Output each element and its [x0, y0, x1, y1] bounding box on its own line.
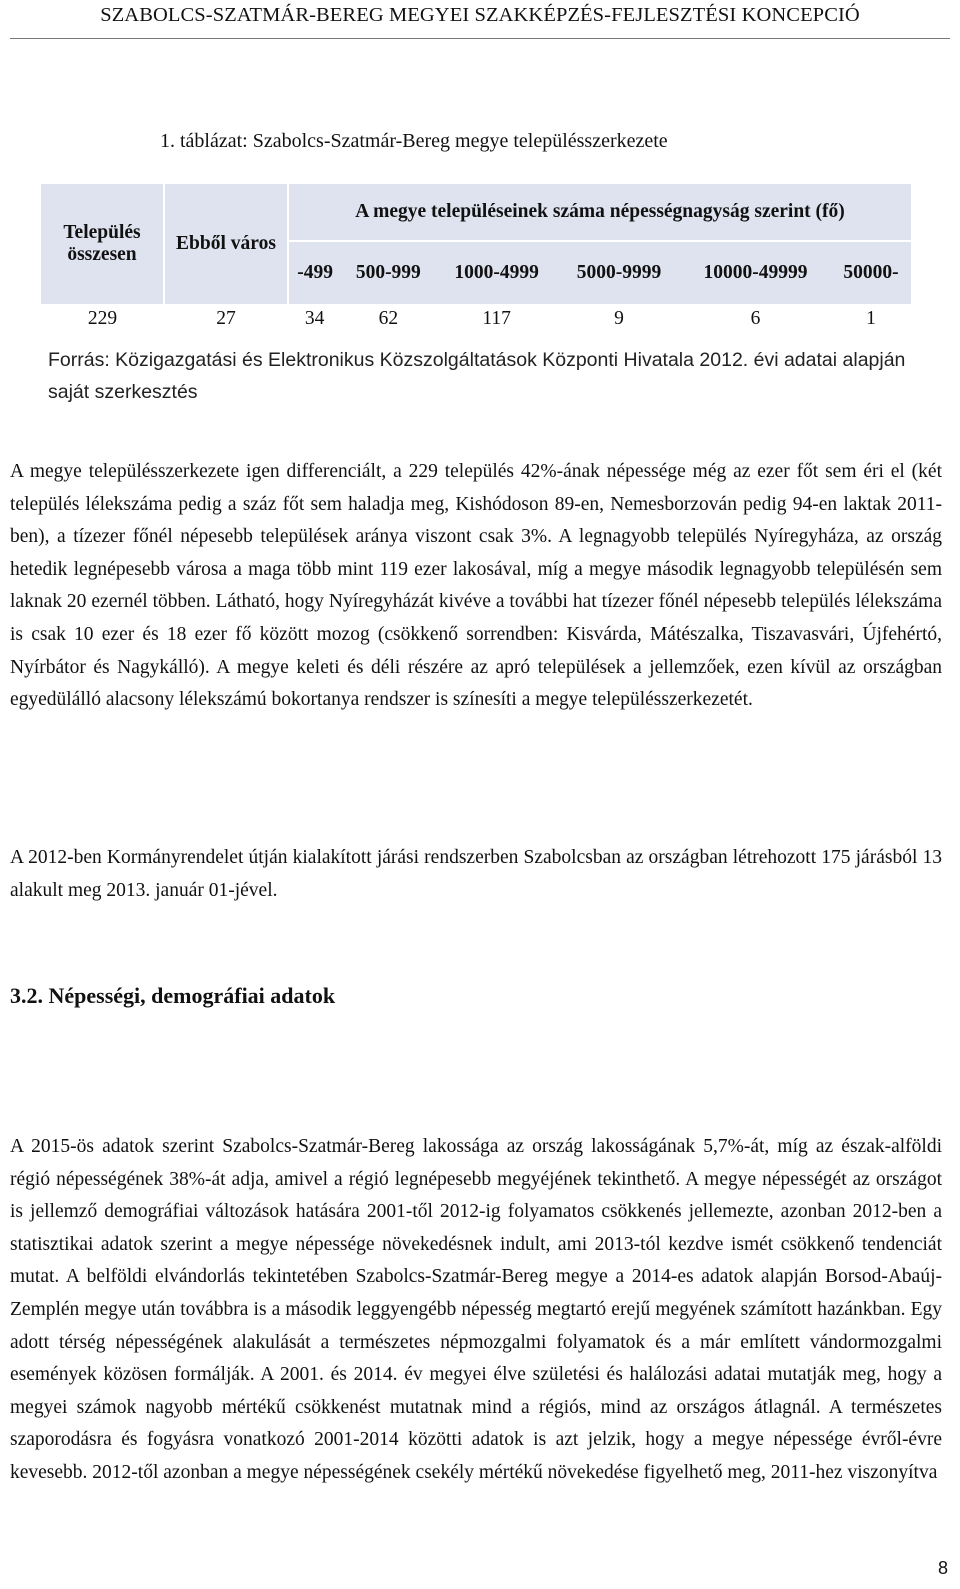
page-header: SZABOLCS-SZATMÁR-BEREG MEGYEI SZAKKÉPZÉS-FEJLESZTÉSI KONCEPCIÓ [100, 4, 860, 26]
table-cell: 117 [482, 308, 511, 329]
section-heading: 3.2. Népességi, demográfiai adatok [10, 983, 336, 1008]
table-cell: 62 [378, 308, 399, 329]
body-paragraph: A 2012-ben Kormányrendelet útján kialakított járási rendszerben Szabolcsban az országban létrehozott 175 járásból 13 alakult meg 2013. január 01-jével. [10, 847, 942, 901]
header-size-4: 5000-9999 [558, 241, 680, 304]
header-size-2: 500-999 [341, 241, 435, 304]
table-cell: 1 [866, 308, 876, 329]
header-city: Ebből város [164, 184, 288, 304]
table-source: Forrás: Közigazgatási és Elektronikus Közszolgáltatások Központi Hivatala 2012. évi adatai alapján saját szerkesztés [48, 349, 906, 403]
body-paragraph: A megye településszerkezete igen differenciált, a 229 település 42%-ának népessége még az ezer főt sem éri el (két település lélekszáma pedig a száz főt sem haladja meg, Kishódoson 89-en, Nemesborzován pedig 94-en laktak 2011-ben), a tízezer főnél népesebb települések aránya viszont csak 3%. A legnagyobb település Nyíregyháza, az ország hetedik legnépesebb városa a maga több mint 119 ezer lakosával, míg a megye második legnagyobb településén sem laknak 20 ezernél többen. Látható, hogy Nyíregyházát kivéve a további hat tízezer főnél népesebb település lélekszáma is csak 10 ezer és 18 ezer fő között mozog (csökkenő sorrendben: Kisvárda, Mátészalka, Tiszavasvári, Újfehértó, Nyírbátor és Nagykálló). A megye keleti és déli részére az apró települések a jellemzőek, ezen kívül az országban egyedülálló alacsony lélekszámú bokortanya rendszer is színesíti a megye településszerkezetét. [10, 461, 942, 711]
header-size-1: -499 [288, 241, 341, 304]
table-cell: 9 [614, 308, 624, 329]
table-cell: 27 [216, 308, 236, 329]
table-cell: 229 [87, 308, 118, 329]
table-cell: 6 [750, 308, 761, 329]
table-row [41, 304, 911, 334]
header-size-5: 10000-49999 [680, 241, 831, 304]
header-size-6: 50000- [831, 241, 911, 304]
header-size-3: 1000-4999 [435, 241, 557, 304]
header-total: Település összesen [41, 184, 164, 304]
header-group: A megye településeinek száma népességnagyság szerint (fő) [288, 184, 911, 241]
table-caption: 1. táblázat: Szabolcs-Szatmár-Bereg megye településszerkezete [160, 130, 668, 152]
table-cell: 34 [304, 308, 325, 329]
header-divider [10, 38, 950, 39]
body-paragraph: A 2015-ös adatok szerint Szabolcs-Szatmár-Bereg lakossága az ország lakosságának 5,7%-át, míg az észak-alföldi régió népességének 38%-át adja, amivel a régió legnépesebb megyéjének tekinthető. A megye népességét az országot is jellemző demográfiai változások hatására 2001-től 2012-ig folyamatos csökkenés jellemezte, azonban 2012-ben a statisztikai adatok szerint a megye népessége növekedésnek indult, ami 2013-tól kezdve ismét csökkenő tendenciát mutat. A belföldi elvándorlás tekintetében Szabolcs-Szatmár-Bereg megye a 2014-es adatok alapján Borsod-Abaúj-Zemplén megye után továbbra is a második leggyengébb népesség megtartó erejű megyének számított hazánkban. Egy adott térség népességének alakulását a természetes népmozgalmi folyamatok és a már említett vándormozgalmi események közösen formálják. A 2001. és 2014. év megyei élve születési és halálozási adatai mutatják meg, hogy a megyei számok nagyobb mértékű csökkenést mutatnak mind a régiós, mind az országos átlagnál. A természetes szaporodásra és fogyásra vonatkozó 2001-2014 közötti adatok is azt jelzik, hogy a megye népessége évről-évre kevesebb. 2012-től azonban a megye népességének csekély mértékű növekedése figyelhető meg, 2011-hez viszonyítva [10, 1136, 942, 1483]
settlement-table [41, 184, 911, 334]
page-number: 8 [937, 1558, 948, 1578]
